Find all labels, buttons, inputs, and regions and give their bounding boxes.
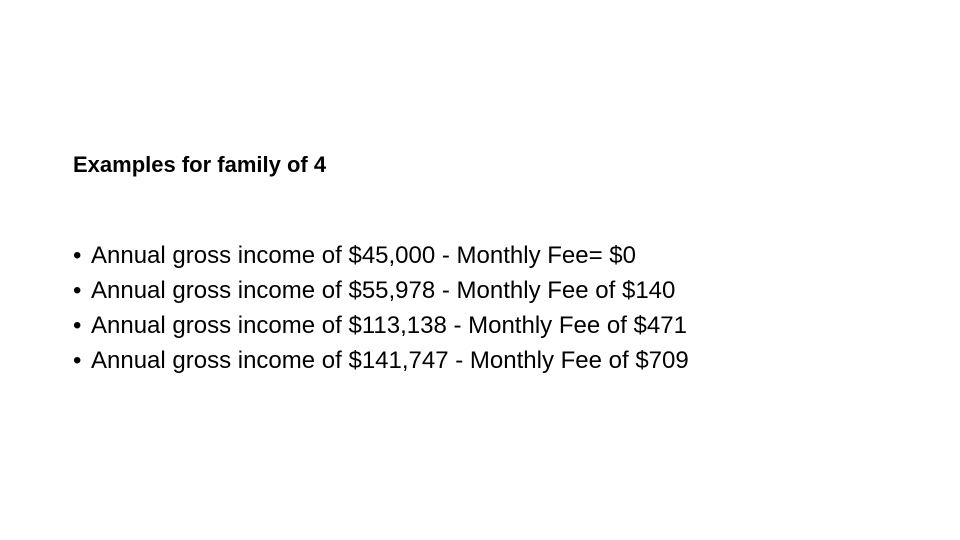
list-item <box>73 308 689 343</box>
bullet-icon: • <box>73 242 82 269</box>
list-item-text: Annual gross income of $55,978 - Monthly Fee of $140 <box>91 277 676 304</box>
bullet-icon: • <box>73 312 82 339</box>
list-item <box>73 273 689 308</box>
list-item <box>73 343 689 378</box>
list-item-text: Annual gross income of $45,000 - Monthly Fee= $0 <box>91 242 636 269</box>
bullet-icon: • <box>73 347 82 374</box>
slide-heading: Examples for family of 4 <box>73 152 327 177</box>
list-item-text: Annual gross income of $141,747 - Monthly Fee of $709 <box>91 347 689 374</box>
income-fee-list <box>73 238 689 378</box>
bullet-icon: • <box>73 277 82 304</box>
list-item-text: Annual gross income of $113,138 - Monthly Fee of $471 <box>91 312 687 339</box>
list-item <box>73 238 689 273</box>
